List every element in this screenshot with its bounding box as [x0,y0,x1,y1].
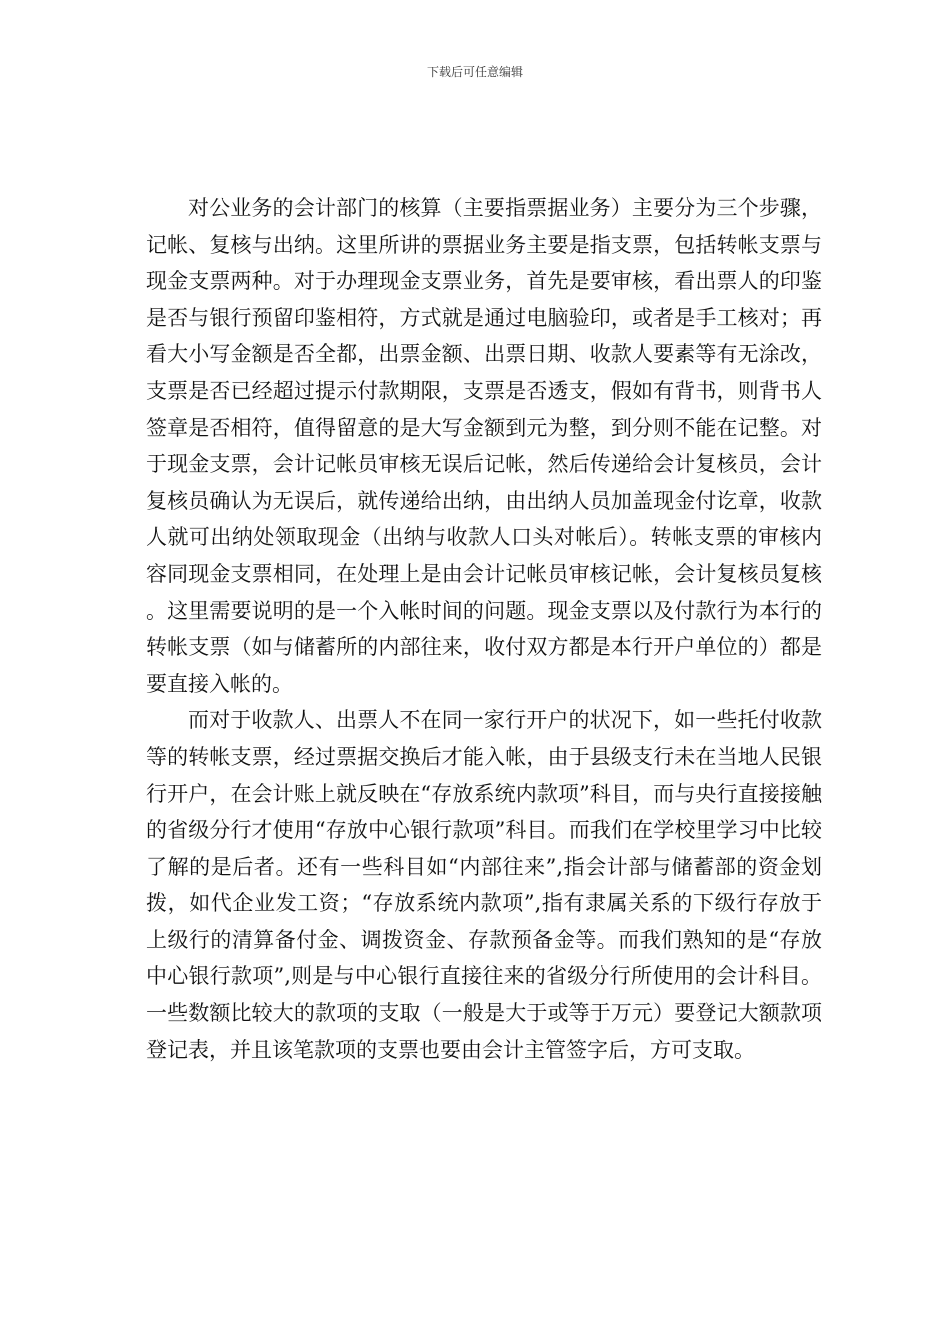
paragraph-2: 而对于收款人、出票人不在同一家行开户的状况下，如一些托付收款等的转帐支票，经过票据交换后才能入帐，由于县级支行未在当地人民银行开户，在会计账上就反映在“存放系统内款项”科目，而与央行直接接触的省级分行才使用“存放中心银行款项”科目。而我们在学校里学习中比较了解的是后者。还有一些科目如“内部往来”,指会计部与储蓄部的资金划拨，如代企业发工资；“存放系统内款项”,指有隶属关系的下级行存放于上级行的清算备付金、调拨资金、存款预备金等。而我们熟知的是“存放中心银行款项”,则是与中心银行直接往来的省级分行所使用的会计科目。一些数额比较大的款项的支取（一般是大于或等于万元）要登记大额款项登记表，并且该笔款项的支票也要由会计主管签字后，方可支取。 [146,708,822,1062]
document-body [146,190,822,1068]
paragraph-1: 对公业务的会计部门的核算（主要指票据业务）主要分为三个步骤，记帐、复核与出纳。这里所讲的票据业务主要是指支票，包括转帐支票与现金支票两种。对于办理现金支票业务，首先是要审核，看出票人的印鉴是否与银行预留印鉴相符，方式就是通过电脑验印，或者是手工核对；再看大小写金额是否全都，出票金额、出票日期、收款人要素等有无涂改，支票是否已经超过提示付款期限，支票是否透支，假如有背书，则背书人签章是否相符，值得留意的是大写金额到元为整，到分则不能在记整。对于现金支票，会计记帐员审核无误后记帐，然后传递给会计复核员，会计复核员确认为无误后，就传递给出纳，由出纳人员加盖现金付讫章，收款人就可出纳处领取现金（出纳与收款人口头对帐后）。转帐支票的审核内容同现金支票相同，在处理上是由会计记帐员审核记帐，会计复核员复核。这里需要说明的是一个入帐时间的问题。现金支票以及付款行为本行的转帐支票（如与储蓄所的内部往来，收付双方都是本行开户单位的）都是要直接入帐的。 [146,196,822,696]
page-header: 下载后可任意编辑 [426,65,523,79]
